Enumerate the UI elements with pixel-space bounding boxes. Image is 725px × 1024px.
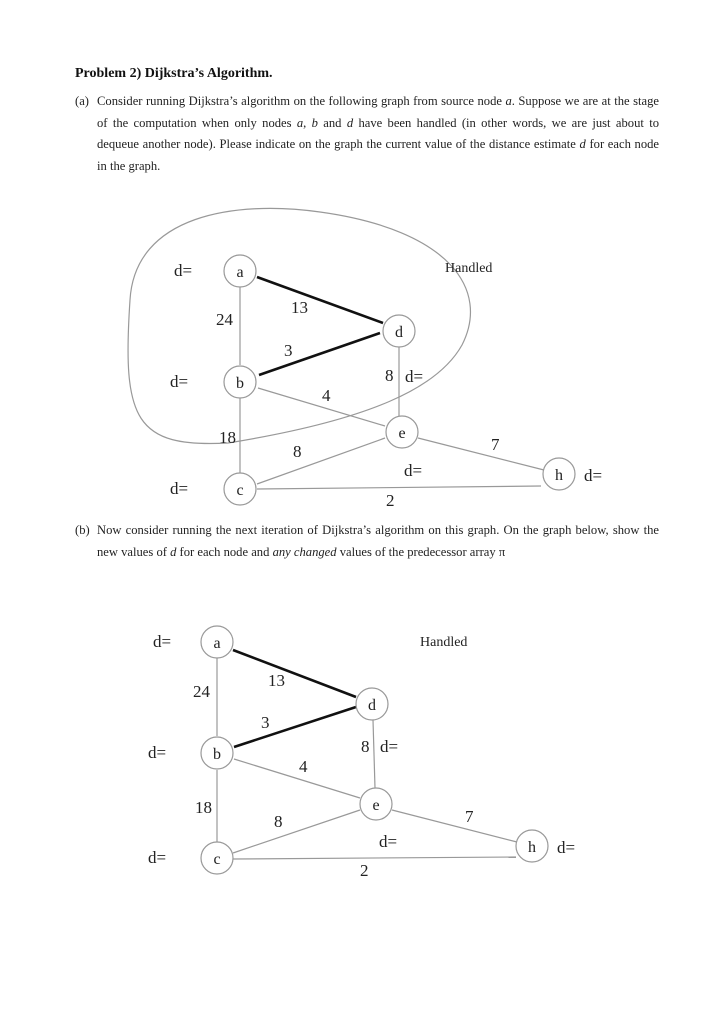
d-label-c: d= (170, 479, 189, 498)
node-c-2 (201, 842, 233, 874)
weight-b-e: 4 (322, 386, 331, 405)
node-a-label: a (236, 264, 244, 281)
weight-b-e-2: 4 (299, 757, 308, 776)
part-a-text-2: . Suppose we are at the stage of the computation when only nodes (97, 94, 659, 130)
d-label-c-2: d= (148, 848, 167, 867)
weight-d-e-2: 8 (361, 737, 370, 756)
edge-c-h (257, 486, 541, 489)
weight-b-d: 3 (284, 341, 293, 360)
node-b (224, 366, 256, 398)
handled-label-b: Handled (420, 635, 468, 650)
part-a-var-source: a (505, 94, 512, 108)
node-a-2-label: a (213, 635, 221, 652)
weight-e-h-2: 7 (465, 807, 474, 826)
node-a (224, 255, 256, 287)
d-label-d: d= (405, 367, 424, 386)
problem-title: Problem 2) Dijkstra’s Algorithm. (75, 66, 273, 81)
edge-c-e-2 (233, 810, 360, 853)
edge-c-h-2 (233, 857, 516, 859)
graph-a (0, 200, 725, 520)
node-e-2 (360, 788, 392, 820)
part-a-text-1: Consider running Dijkstra’s algorithm on the following graph from source node (97, 94, 506, 108)
edge-a-d-2 (233, 650, 356, 697)
part-a-label: (a) (75, 94, 89, 108)
node-h (543, 458, 575, 490)
graph-b (0, 615, 725, 890)
d-label-h-2: d= (557, 838, 576, 857)
d-label-e: d= (404, 461, 423, 480)
edge-e-h (418, 438, 544, 470)
weight-a-d-2: 13 (268, 671, 285, 690)
node-d-2 (356, 688, 388, 720)
part-b-text-1: Now consider running the next iteration of Dijkstra’s algorithm on this graph. On the graph below, show the new values of (97, 523, 659, 559)
part-a-var-d: d (346, 115, 354, 130)
part-a-text (75, 91, 659, 177)
edge-a-d (257, 277, 383, 323)
node-c (224, 473, 256, 505)
d-label-e-2: d= (379, 832, 398, 851)
node-h-2-label: h (528, 839, 536, 856)
weight-e-h: 7 (491, 435, 500, 454)
part-b-label: (b) (75, 523, 90, 537)
edge-c-e (257, 438, 385, 484)
weight-a-b-2: 24 (193, 682, 210, 701)
weight-d-e: 8 (385, 366, 394, 385)
part-a-text-4: and (317, 115, 347, 130)
d-label-a-2: d= (153, 632, 172, 651)
node-d (383, 315, 415, 347)
d-label-h: d= (584, 466, 603, 485)
part-b-text-3: values of the predecessor array (336, 544, 499, 559)
part-b-text (75, 520, 659, 563)
weight-a-d: 13 (291, 298, 308, 317)
d-label-a: d= (174, 261, 193, 280)
weight-b-c-2: 18 (195, 798, 212, 817)
node-b-2-label: b (213, 746, 221, 763)
node-c-label: c (236, 482, 244, 499)
node-e (386, 416, 418, 448)
part-a-text-5: have been handled (in other words, we are just about to dequeue another node). Please indicate on the graph the current value of the distance estimate (97, 115, 660, 151)
node-d-2-label: d (368, 697, 376, 714)
node-b-2 (201, 737, 233, 769)
d-label-b-2: d= (148, 743, 167, 762)
part-a-text-6: for each node in the graph. (97, 137, 659, 173)
node-c-2-label: c (213, 851, 221, 868)
part-b-var-d: d (170, 544, 177, 559)
part-b-text-2: for each node and (176, 544, 273, 559)
node-b-label: b (236, 375, 244, 392)
node-d-label: d (395, 324, 403, 341)
weight-a-b: 24 (216, 310, 233, 329)
part-a-text-3: , (303, 115, 312, 130)
d-label-b: d= (170, 372, 189, 391)
weight-b-c: 18 (219, 428, 236, 447)
part-a-var-b: b (311, 115, 318, 130)
node-h-label: h (555, 467, 563, 484)
handled-region-boundary (128, 208, 470, 443)
weight-b-d-2: 3 (261, 713, 270, 732)
d-label-d-2: d= (380, 737, 399, 756)
node-a-2 (201, 626, 233, 658)
weight-c-h: 2 (386, 491, 395, 510)
node-e-2-label: e (372, 797, 380, 814)
edge-e-h-2 (392, 810, 517, 842)
edge-b-d (259, 333, 380, 375)
weight-c-e: 8 (293, 442, 302, 461)
part-a-var-estimate: d (579, 137, 586, 151)
part-b-var-pi: π (498, 544, 506, 559)
weight-c-e-2: 8 (274, 812, 283, 831)
part-b-var-changed: any changed (272, 544, 337, 559)
edge-d-e-2 (373, 720, 375, 788)
node-e-label: e (398, 425, 406, 442)
part-a-var-a: a (296, 115, 304, 130)
node-h-2 (516, 830, 548, 862)
weight-c-h-2: 2 (360, 861, 369, 880)
edge-b-d-2 (234, 707, 356, 747)
edge-b-e-2 (234, 759, 360, 798)
handled-label: Handled (445, 261, 493, 276)
